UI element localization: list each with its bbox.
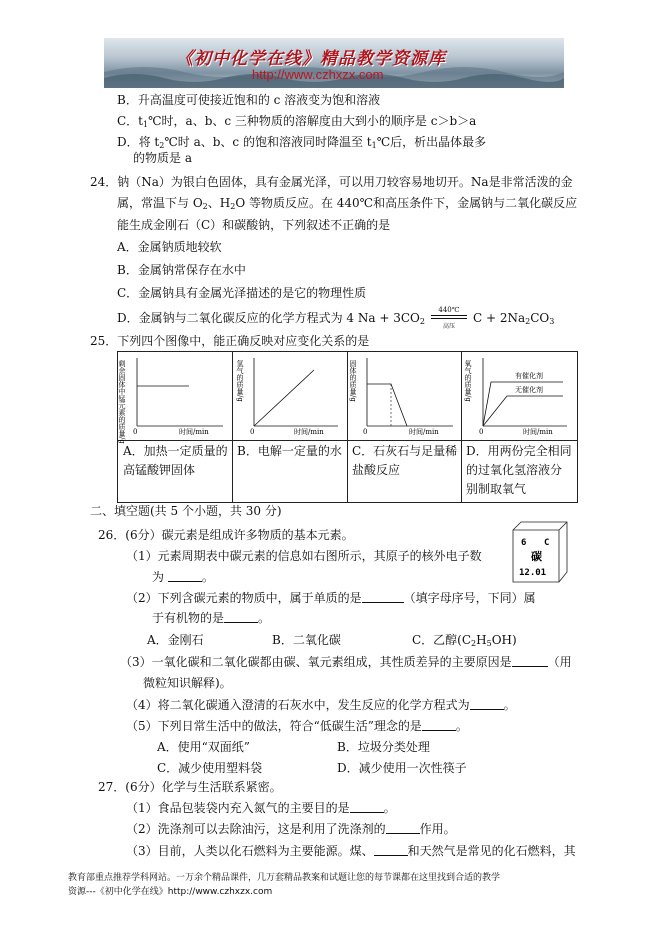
answer-blank[interactable] <box>422 719 456 731</box>
q27-part3: （3）目前，人类以化石燃料为主要能源。煤、 和天然气是常见的化石燃料，其 <box>126 844 576 858</box>
carbon-element-cell-icon <box>513 522 567 582</box>
q24-stem-line2: 属，常温下与 $O_2$、$H_2O$ 等物质反应。在 440℃和高压条件下，金属钠与二氧化碳反应 <box>117 196 578 211</box>
q26-part3-cont: 微粒知识解释)。 <box>143 676 232 690</box>
graph-a <box>118 354 231 444</box>
caption-a: A．加热一定质量的高锰酸钾固体 <box>123 444 228 477</box>
answer-blank[interactable] <box>512 655 548 667</box>
q26-part3: （3）一氧化碳和二氧化碳都由碳、氧元素组成，其性质差异的主要原因是 （用 <box>120 655 572 669</box>
graph-d-origin: 0 <box>479 428 484 436</box>
graph-b-origin: 0 <box>250 428 255 436</box>
q23-option-d: D．将 $t_2℃$时 a、b、c 的饱和溶液同时降温至 $t_1℃$后，析出晶体最多 <box>117 135 487 150</box>
graph-c <box>349 354 461 438</box>
reaction-condition-pressure: 高压 <box>442 323 455 330</box>
caption-b: B．电解一定量的水 <box>237 444 342 458</box>
q25-stem: 25．下列四个图像中，能正确反映对应变化关系的是 <box>90 334 370 348</box>
q24-option-b: B．金属钠常保存在水中 <box>117 263 246 277</box>
graph-a-origin: 0 <box>133 428 138 436</box>
answer-blank[interactable] <box>386 822 420 834</box>
q23-option-c: C．$t_1℃$时，a、b、c 三种物质的溶解度由大到小的顺序是 c＞b＞a <box>117 114 477 129</box>
q24-option-c: C．金属钠具有金属光泽描述的是它的物理性质 <box>117 286 367 300</box>
answer-blank[interactable] <box>470 698 504 710</box>
q24-option-a: A．金属钠质地较软 <box>117 240 222 254</box>
answer-blank[interactable] <box>362 591 404 603</box>
q26-part5-option-a: A．使用“双面纸” <box>157 740 250 754</box>
q24-stem-line3: 能生成金刚石（C）和碳酸钠，下列叙述不正确的是 <box>117 218 391 232</box>
graph-d-legend-catalyst: 有催化剂 <box>515 372 543 380</box>
q27-part2: （2）洗涤剂可以去除油污，这是利用了洗涤剂的 作用。 <box>126 822 456 836</box>
answer-blank[interactable] <box>168 570 202 582</box>
carbon-atomic-number: 6 <box>521 538 527 548</box>
q24-stem-line1: 24．钠（Na）为银白色固体，具有金属光泽，可以用刀较容易地切开。Na是非常活泼的金 <box>90 175 573 189</box>
table-divider <box>118 440 577 441</box>
q26-stem: 26．(6分）碳元素是组成许多物质的基本元素。 <box>98 528 354 542</box>
q23-option-b: B．升高温度可使接近饱和的 c 溶液变为饱和溶液 <box>117 93 381 107</box>
carbon-atomic-mass: 12.01 <box>519 568 547 578</box>
q26-part5-option-b: B．垃圾分类处理 <box>337 740 430 754</box>
q27-stem: 27．(6分）化学与生活联系紧密。 <box>98 780 282 794</box>
banner-title: 《初中化学在线》精品教学资源库 <box>176 49 446 69</box>
graph-d-ylabel: 氧气的质量/g <box>464 360 472 402</box>
q26-part2-option-a: A．金刚石 <box>147 633 204 647</box>
table-divider <box>461 352 462 502</box>
graph-d <box>463 354 575 438</box>
q26-part5: （5）下列日常生活中的做法，符合“低碳生活”理念的是 。 <box>126 719 468 733</box>
q26-part2-cont: 于有机物的是 。 <box>152 611 271 625</box>
q26-part5-option-d: D．减少使用一次性筷子 <box>337 761 467 775</box>
graph-b-ylabel: 氢气的质量/g <box>236 360 244 402</box>
q26-part4: （4）将二氧化碳通入澄清的石灰水中，发生反应的化学方程式为 。 <box>126 698 516 712</box>
banner-url[interactable]: http://www.czhxzx.com <box>252 67 384 82</box>
header-banner <box>104 38 564 88</box>
page-footer <box>68 871 608 899</box>
q26-part5-option-c: C．减少使用塑料袋 <box>157 761 263 775</box>
table-divider <box>232 352 233 502</box>
graph-b-xlabel: 时间/min <box>294 428 324 436</box>
graph-a-ylabel: 剩余固体中锰元素的质量/g <box>118 360 126 444</box>
answer-blank[interactable] <box>224 611 258 623</box>
section-heading: 二、填空题(共 5 个小题，共 30 分) <box>90 504 282 518</box>
graph-d-xlabel: 时间/min <box>523 428 553 436</box>
q26-part1-cont: 为 。 <box>152 570 214 584</box>
reaction-condition-temp: 440℃ <box>438 306 460 314</box>
footer-line-1: 教育部重点推荐学科网站。一万余个精品课件，几万套精品教案和试题让您的每节课都在这里找到合适的教学 <box>68 873 501 883</box>
carbon-name: 碳 <box>531 550 542 563</box>
caption-c: C．石灰石与足量稀盐酸反应 <box>352 444 458 477</box>
graph-d-legend-no-catalyst: 无催化剂 <box>515 386 543 394</box>
answer-blank[interactable] <box>374 844 408 856</box>
q26-part2-option-c: C．乙醇$(C_2H_5OH)$ <box>412 633 517 648</box>
footer-line-2[interactable]: 资源---《初中化学在线》http://www.czhxzx.com <box>68 887 273 897</box>
q26-part2: （2）下列含碳元素的物质中，属于单质的是 （填字母序号，下同）属 <box>126 591 536 605</box>
carbon-symbol: C <box>544 538 550 548</box>
q26-part2-option-b: B．二氧化碳 <box>272 633 341 647</box>
answer-blank[interactable] <box>350 801 384 813</box>
graph-c-xlabel: 时间/min <box>409 428 439 436</box>
caption-d: D．用两份完全相同的过氧化氢溶液分别制取氧气 <box>466 444 572 496</box>
graph-c-origin: 0 <box>363 428 368 436</box>
q23-option-d-cont: 的物质是 a <box>133 151 192 165</box>
graph-c-ylabel: 固体的质量/g <box>349 360 357 402</box>
table-divider <box>347 352 348 502</box>
q27-part1: （1）食品包装袋内充入氮气的主要目的是 。 <box>126 801 396 815</box>
q26-part1: （1）元素周期表中碳元素的信息如右图所示，其原子的核外电子数 <box>126 549 482 563</box>
q24-option-d: D．金属钠与二氧化碳反应的化学方程式为 4 $Na + 3CO_2$ 440℃ 高压 $C + 2Na_2CO_3$ <box>117 311 554 329</box>
graph-a-xlabel: 时间/min <box>179 428 209 436</box>
q25-graph-table <box>117 351 578 503</box>
graph-b <box>234 354 346 438</box>
